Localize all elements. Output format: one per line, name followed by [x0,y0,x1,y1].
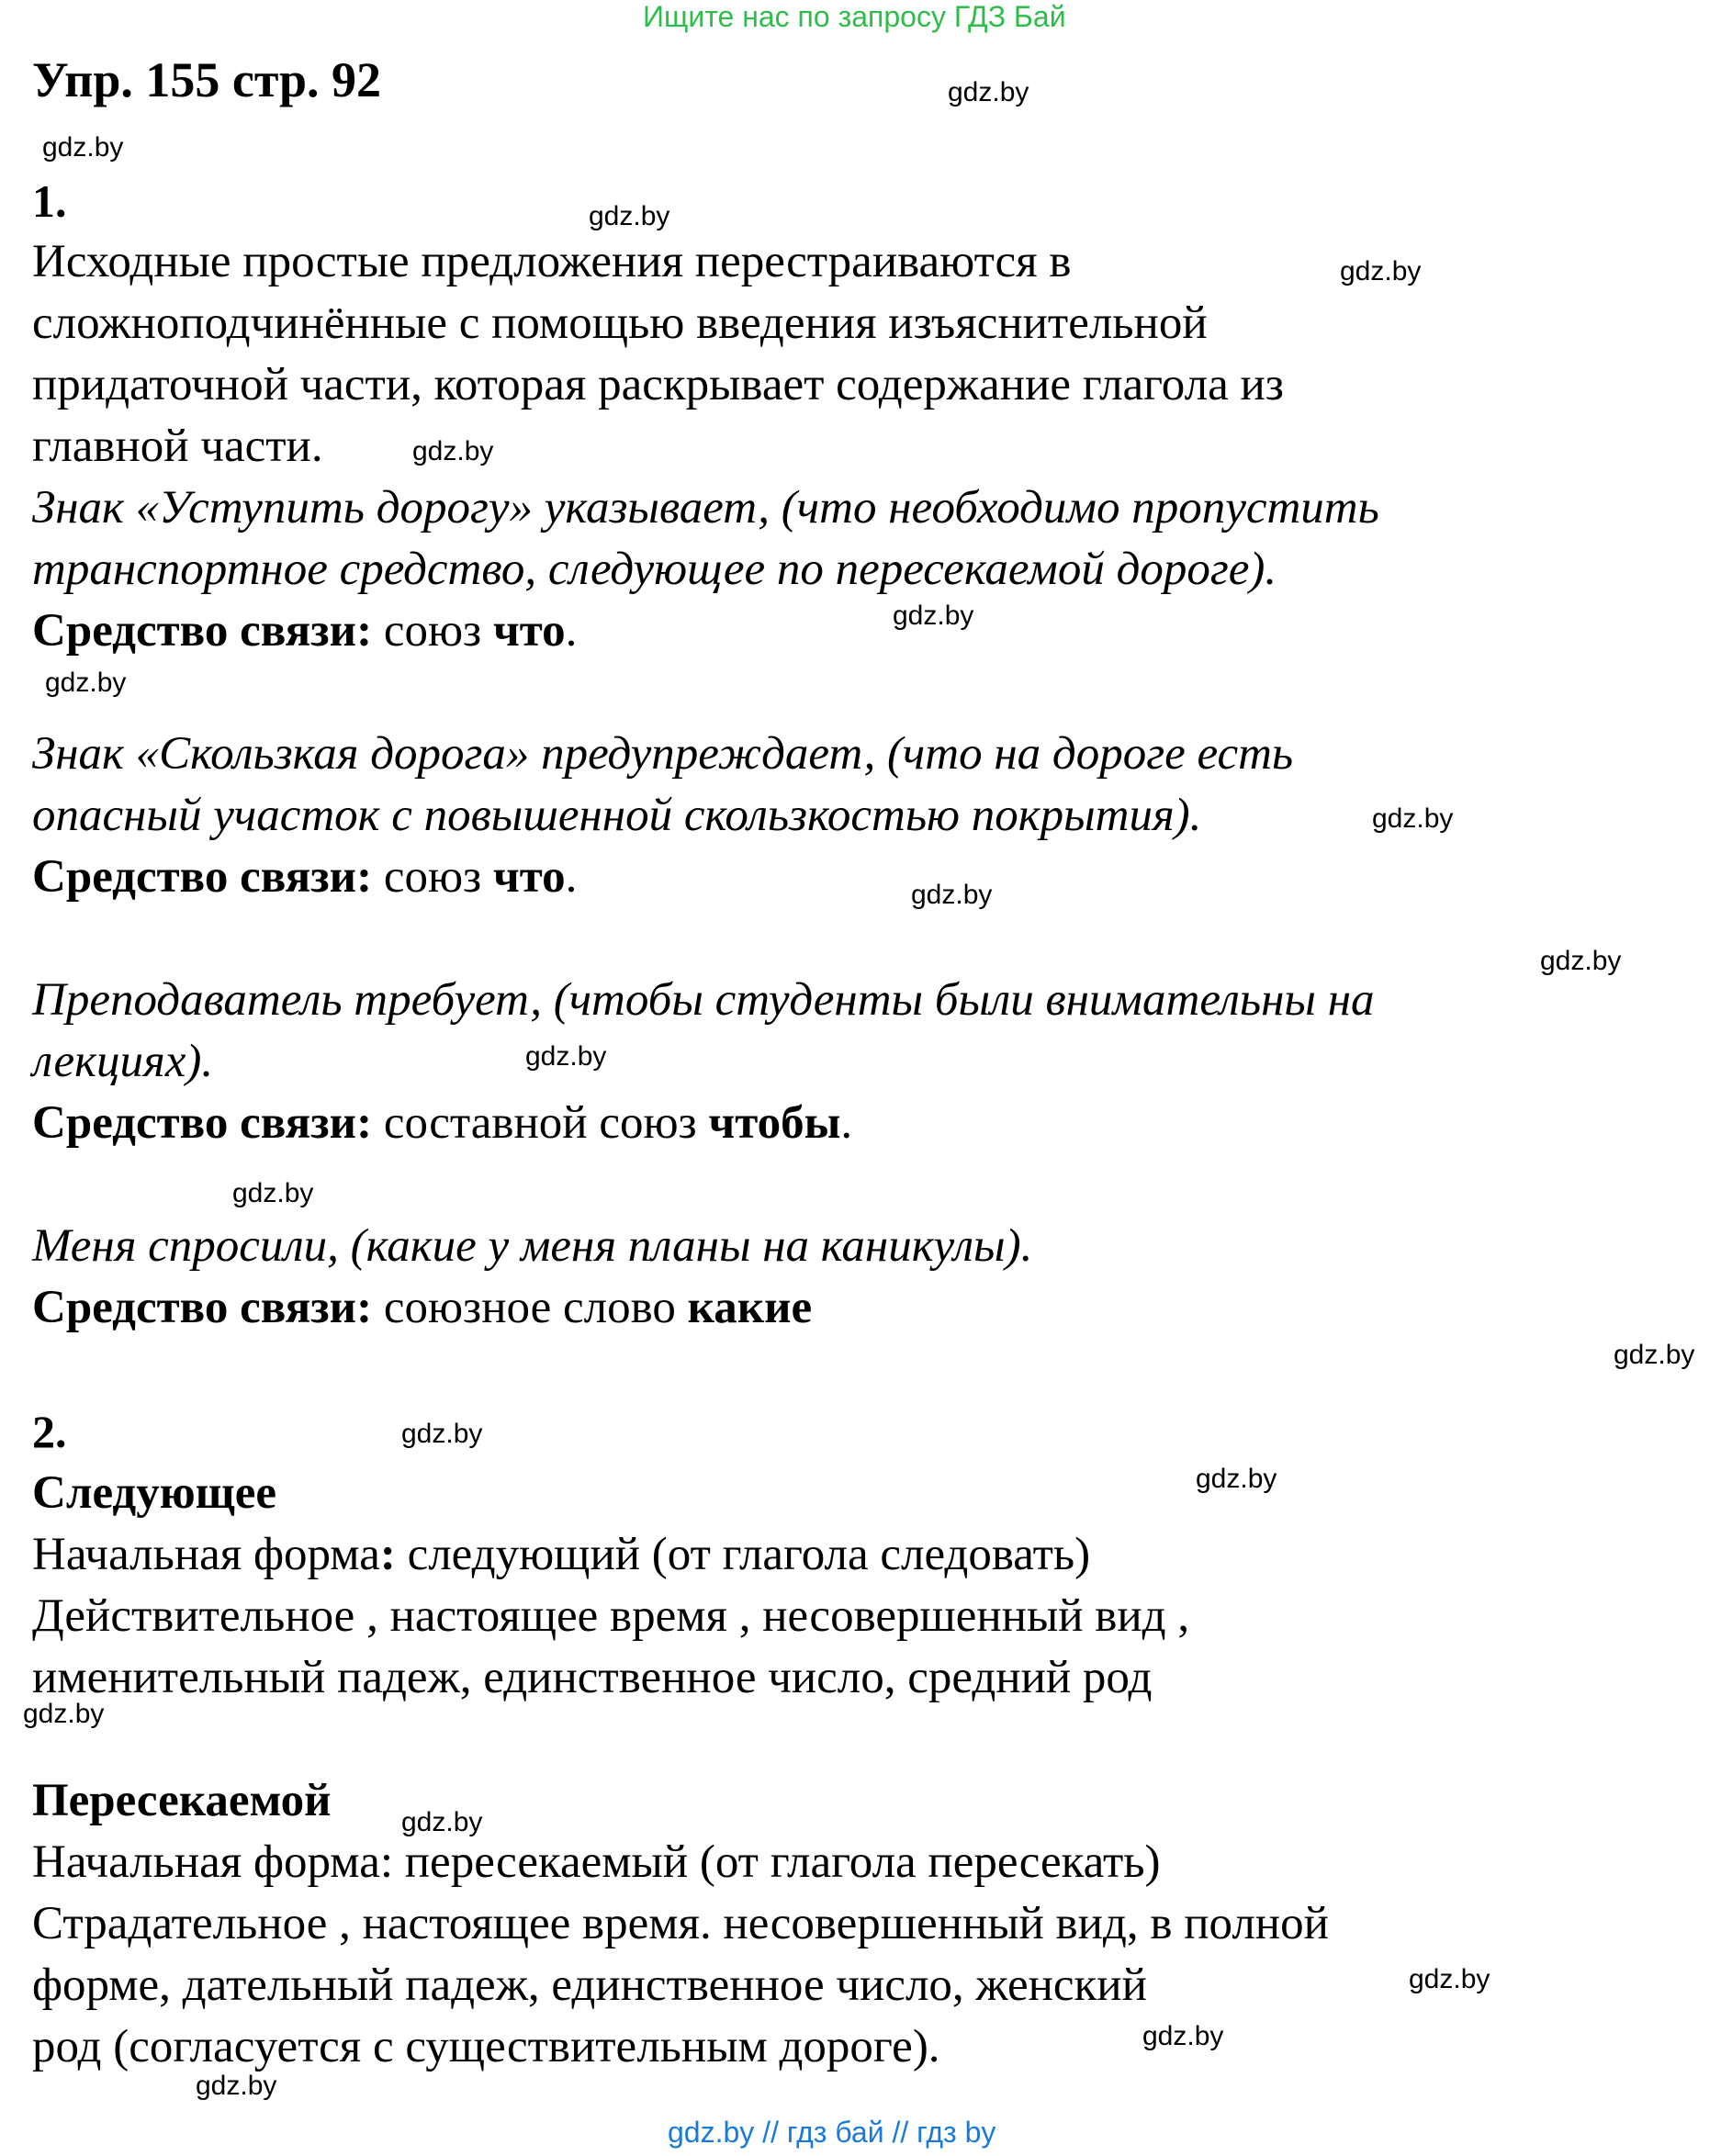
intro-line-1: Исходные простые предложения перестраиваются в [32,236,1072,287]
page-title: Упр. 155 стр. 92 [32,52,382,107]
word-2-line-2: форме, дательный падеж, единственное число, женский [32,1959,1147,2011]
watermark: gdz.by [42,132,124,163]
watermark: gdz.by [893,601,974,631]
connector-end: . [565,851,578,903]
connector-label: Средство связи: [32,851,373,903]
example-2-connector [32,850,577,904]
example-4-connector [32,1281,812,1334]
initial-form-colon: : [379,1836,394,1888]
connector-means: союз [372,605,493,657]
example-3-line-2: лекциях). [32,1036,214,1087]
word-1-initial-form [32,1528,1090,1581]
connector-means: союз [372,851,493,903]
watermark: gdz.by [1340,256,1422,286]
section-1-number: 1. [32,175,67,227]
word-1-line-1: Действительное , настоящее время , несовершенный вид , [32,1590,1190,1642]
intro-line-3: придаточной части, которая раскрывает содержание глагола из [32,359,1284,410]
intro-line-2: сложноподчинённые с помощью введения изъяснительной [32,298,1208,349]
connector-label: Средство связи: [32,1097,373,1149]
connector-word: что [492,851,566,903]
example-1-line-2: транспортное средство, следующее по пересекаемой дороге). [32,544,1277,595]
example-3-line-1: Преподаватель требует, (чтобы студенты были внимательны на [32,974,1375,1026]
connector-end: . [840,1097,853,1149]
initial-form-colon: : [379,1529,396,1580]
word-1-heading: Следующее [32,1467,277,1519]
watermark: gdz.by [589,201,670,231]
connector-word: что [492,605,566,657]
example-2-line-2: опасный участок с повышенной скользкостью покрытия). [32,790,1202,841]
watermark: gdz.by [401,1419,483,1449]
word-2-heading: Пересекаемой [32,1775,332,1826]
initial-form-label: Начальная форма [32,1836,380,1888]
watermark: gdz.by [401,1807,483,1837]
watermark: gdz.by [1372,803,1454,834]
initial-form-value: следующий (от глагола следовать) [395,1529,1091,1580]
watermark: gdz.by [1614,1340,1695,1370]
watermark: gdz.by [1142,2021,1224,2051]
connector-label: Средство связи: [32,605,373,657]
word-2-initial-form [32,1836,1161,1889]
example-1-line-1: Знак «Уступить дорогу» указывает, (что необходимо пропустить [32,482,1379,533]
connector-means: составной союз [372,1097,709,1149]
top-banner: Ищите нас по запросу ГДЗ Бай [643,0,1066,33]
watermark: gdz.by [412,436,494,466]
word-2-line-1: Страдательное , настоящее время. несовершенный вид, в полной [32,1898,1329,1949]
connector-means: союзное слово [372,1282,688,1333]
intro-line-4: главной части. [32,421,323,472]
watermark: gdz.by [1409,1964,1490,1994]
word-1-line-2: именительный падеж, единственное число, средний род [32,1652,1153,1703]
word-2-line-3: род (согласуется с существительным дороге). [32,2021,940,2072]
example-4-line-1: Меня спросили, (какие у меня планы на каникулы). [32,1220,1033,1272]
example-3-connector [32,1096,852,1150]
watermark: gdz.by [45,668,127,698]
watermark: gdz.by [911,880,993,910]
connector-word: какие [687,1282,813,1333]
watermark: gdz.by [948,77,1029,107]
watermark: gdz.by [196,2071,277,2101]
section-2-number: 2. [32,1406,67,1457]
connector-end: . [565,605,578,657]
connector-word: чтобы [708,1097,841,1149]
connector-label: Средство связи: [32,1282,373,1333]
footer-links: gdz.by // гдз бай // гдз by [668,2116,996,2149]
watermark: gdz.by [23,1699,105,1729]
watermark: gdz.by [232,1178,314,1208]
watermark: gdz.by [1540,946,1622,976]
watermark: gdz.by [1196,1464,1277,1494]
example-2-line-1: Знак «Скользкая дорога» предупреждает, (что на дороге есть [32,728,1294,780]
initial-form-label: Начальная форма [32,1529,380,1580]
watermark: gdz.by [525,1041,607,1072]
initial-form-value: пересекаемый (от глагола пересекать) [393,1836,1161,1888]
example-1-connector [32,604,577,657]
